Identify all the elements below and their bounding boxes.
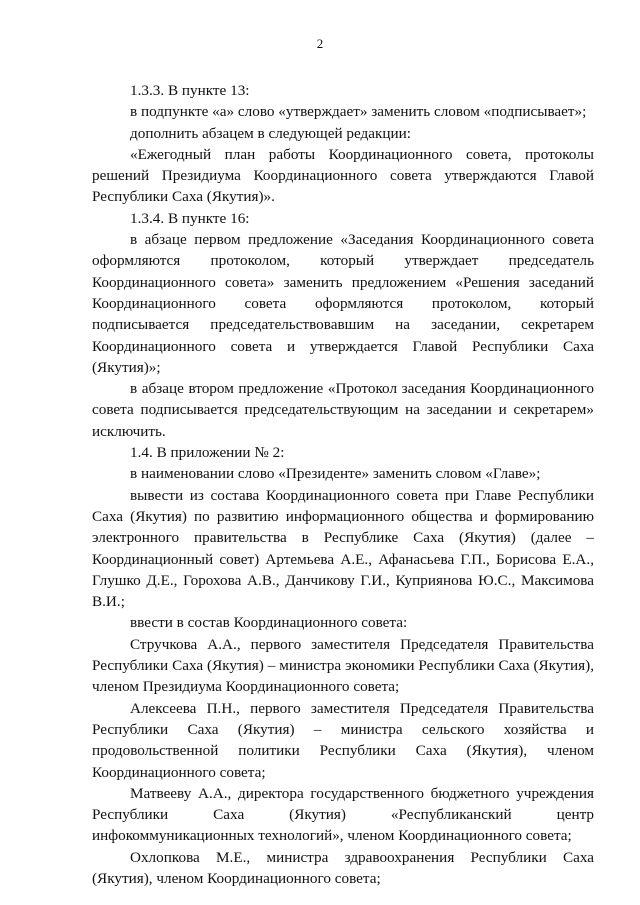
paragraph-add-members: ввести в состав Координационного совета: (130, 614, 408, 632)
paragraph-member-okhlopkov: Охлопкова М.Е., министра здравоохранения Республики Саха (Якутия), членом Координационного совета; (92, 848, 594, 887)
paragraph-add-clause: дополнить абзацем в следующей редакции: (130, 124, 411, 142)
paragraph-member-alekseev: Алексеева П.Н., первого заместителя Председателя Правительства Республики Саха (Якутия) – министра сельского хозяйства и продовольственной политики Республики Саха (Якутия), членом Координационного совета; (92, 699, 594, 781)
paragraph-1-3-3-heading: 1.3.3. В пункте 13: (130, 82, 250, 99)
paragraph-member-struchkov: Стручкова А.А., первого заместителя Председателя Правительства Республики Саха (Якутия) – министра экономики Республики Саха (Якутия), членом Президиума Координационного совета; (92, 635, 594, 696)
paragraph-1-3-4-heading: 1.3.4. В пункте 16: (130, 209, 250, 227)
page-number: 2 (316, 36, 324, 51)
paragraph-member-matveeva: Матвееву А.А., директора государственного бюджетного учреждения Республики Саха (Якутия) «Республиканский центр инфокоммуникационных технологий», членом Координационного совета; (92, 784, 594, 845)
paragraph-title-change: в наименовании слово «Президенте» заменить словом «Главе»; (130, 465, 541, 483)
paragraph-first-clause: в абзаце первом предложение «Заседания Координационного совета оформляются протоколом, который утверждает председатель Координационного совета» заменить предложением «Решения заседаний Координационного совета оформляются протоколом, который подписывается председательствовавшим на заседании, секретарем Координационного совета и утверждается Главой Республики Саха (Якутия)»; (92, 231, 594, 376)
paragraph-second-clause: в абзаце втором предложение «Протокол заседания Координационного совета подписывается председательствующим на заседании и секретарем» исключить. (92, 380, 594, 440)
paragraph-remove-members: вывести из состава Координационного совета при Главе Республики Саха (Якутия) по развитию информационного общества и формированию электронного правительства в Республике Саха (Якутия) (далее – Координационный совет) Артемьева А.Е., Афанасьева Г.П., Борисова Е.А., Глушко Д.Е., Горохова А.В., Данчикову Г.И., Куприянова Ю.С., Максимова В.И.; (92, 486, 594, 611)
paragraph-subpoint-a: в подпункте «а» слово «утверждает» заменить словом «подписывает»; (130, 103, 587, 121)
paragraph-1-4-heading: 1.4. В приложении № 2: (130, 444, 285, 462)
paragraph-annual-plan: «Ежегодный план работы Координационного совета, протоколы решений Президиума Координационного совета утверждаются Главой Республики Саха (Якутия)». (92, 145, 594, 206)
document-body (92, 80, 594, 889)
